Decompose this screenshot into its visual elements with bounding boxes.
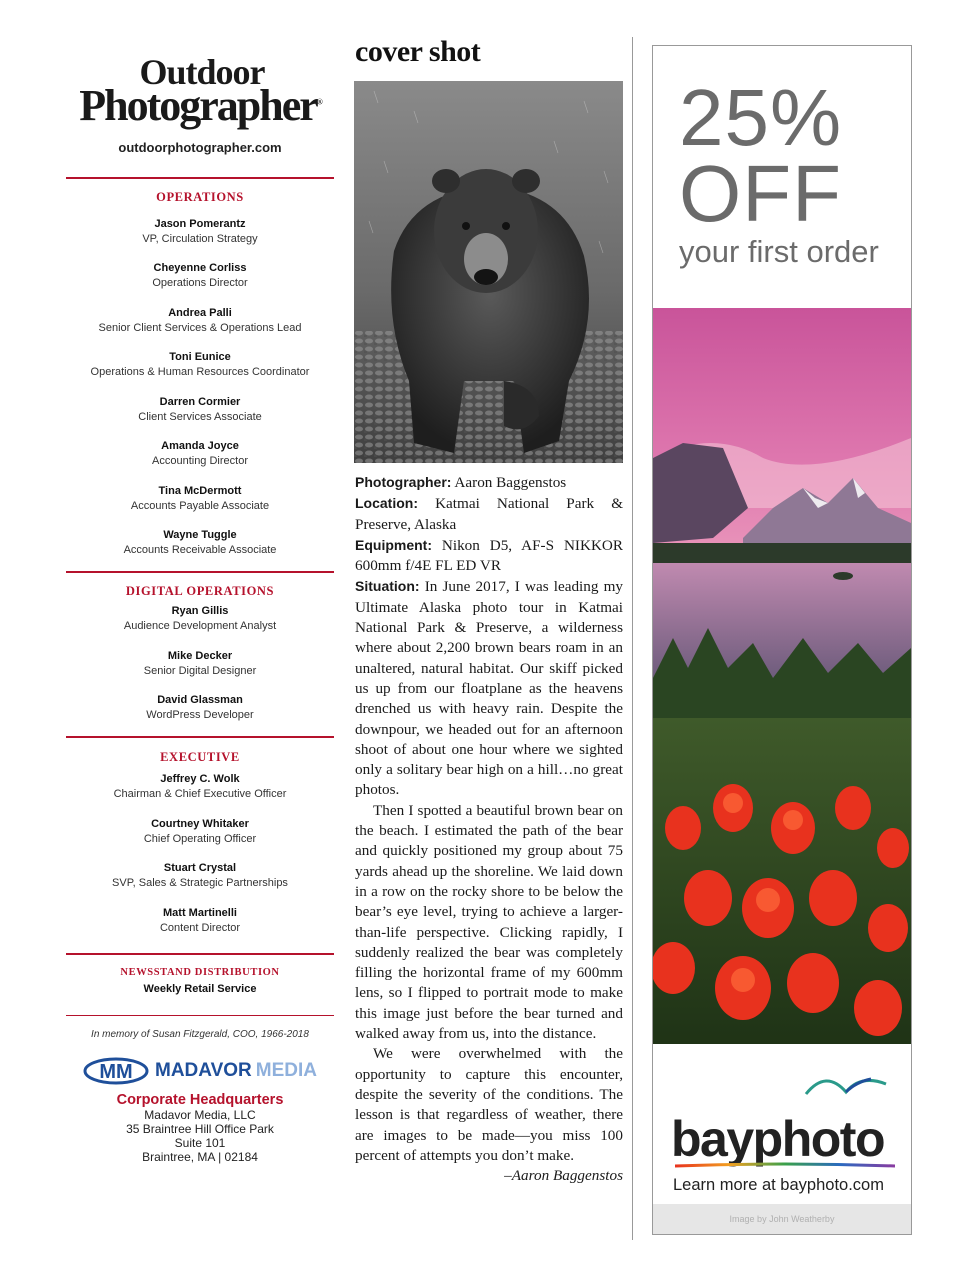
staff-name: Matt Martinelli bbox=[163, 906, 237, 919]
masthead-column bbox=[66, 52, 334, 1164]
ad-subline: your first order bbox=[679, 234, 879, 269]
logo-line-1: Outdoor bbox=[139, 52, 265, 92]
staff-entry bbox=[66, 906, 334, 936]
staff-role: Accounts Payable Associate bbox=[130, 499, 270, 512]
executive-staff-list bbox=[66, 772, 334, 936]
hq-title: Corporate Headquarters bbox=[116, 1091, 284, 1108]
logo-registered-mark: ® bbox=[316, 96, 321, 106]
staff-role: Content Director bbox=[159, 921, 241, 934]
media-word: MEDIA bbox=[255, 1059, 317, 1081]
staff-role: Chief Operating Officer bbox=[143, 832, 257, 845]
ad-discount: 25% bbox=[679, 73, 843, 162]
staff-name: Ryan Gillis bbox=[171, 605, 229, 618]
madavor-mm-icon bbox=[83, 1056, 149, 1086]
mountain-lake-flowers-image bbox=[653, 308, 911, 1044]
staff-entry bbox=[66, 817, 334, 847]
staff-name: David Glassman bbox=[157, 694, 243, 707]
section-rule bbox=[66, 953, 334, 955]
brown-bear-image bbox=[354, 81, 623, 463]
staff-entry bbox=[66, 484, 334, 514]
section-heading: cover shot bbox=[355, 35, 481, 68]
staff-name: Jeffrey C. Wolk bbox=[160, 773, 240, 786]
newsstand-title: NEWSSTAND DISTRIBUTION bbox=[120, 966, 280, 978]
logo-line-2 bbox=[66, 80, 334, 130]
newsstand-entry bbox=[66, 982, 334, 997]
address-line: Suite 101 bbox=[174, 1135, 226, 1150]
digital-operations-title: DIGITAL OPERATIONS bbox=[125, 584, 275, 599]
staff-name: Andrea Palli bbox=[168, 306, 232, 319]
section-rule bbox=[66, 571, 334, 573]
staff-entry bbox=[66, 439, 334, 469]
ad-cta-link[interactable]: Learn more at bayphoto.com bbox=[673, 1176, 884, 1194]
address-line: Braintree, MA | 02184 bbox=[142, 1149, 258, 1164]
operations-staff-list bbox=[66, 217, 334, 559]
brand-photo: photo bbox=[752, 1111, 884, 1167]
memorial-note: In memory of Susan Fitzgerald, COO, 1966-2018 bbox=[91, 1028, 309, 1040]
staff-name: Mike Decker bbox=[167, 649, 233, 662]
madavor-media-logo bbox=[66, 1056, 334, 1086]
ad-landscape-photo bbox=[653, 308, 911, 1044]
equipment-value: Nikon D5, AF-S NIKKOR 600mm f/4E FL ED VR bbox=[355, 536, 624, 575]
situation-label: Situation: bbox=[355, 578, 420, 595]
staff-entry bbox=[66, 261, 334, 291]
staff-entry bbox=[66, 693, 334, 723]
photographer-value: Aaron Baggenstos bbox=[454, 474, 567, 491]
operations-title: OPERATIONS bbox=[156, 189, 244, 204]
section-rule bbox=[66, 1015, 334, 1016]
staff-entry bbox=[66, 350, 334, 380]
madavor-word: MADAVOR bbox=[155, 1059, 252, 1081]
staff-role: Operations & Human Resources Coordinator bbox=[90, 366, 310, 379]
brand-bay: bay bbox=[671, 1111, 753, 1167]
location-value: Katmai National Park & Preserve, Alaska bbox=[355, 495, 624, 533]
staff-role: Operations Director bbox=[152, 277, 248, 290]
logo-line-2-text: Photographer bbox=[79, 80, 317, 130]
image-credit: Image by John Weatherby bbox=[653, 1204, 911, 1234]
column-divider bbox=[632, 37, 633, 1240]
location-line bbox=[355, 493, 623, 535]
staff-entry bbox=[66, 861, 334, 891]
staff-role: Senior Client Services & Operations Lead bbox=[98, 321, 302, 334]
photographer-label: Photographer: bbox=[355, 474, 452, 490]
rainbow-swoosh-icon bbox=[675, 1162, 895, 1170]
photographer-line bbox=[355, 472, 623, 493]
cover-shot-article bbox=[355, 472, 623, 1186]
author-signature: –Aaron Baggenstos bbox=[504, 1167, 623, 1185]
cover-photo-bear bbox=[354, 81, 623, 463]
staff-name: Wayne Tuggle bbox=[163, 529, 237, 542]
staff-name: Jason Pomerantz bbox=[154, 217, 246, 230]
staff-entry bbox=[66, 395, 334, 425]
ad-off: OFF bbox=[679, 149, 842, 238]
staff-entry bbox=[66, 772, 334, 802]
bird-icon bbox=[801, 1064, 891, 1104]
staff-role: WordPress Developer bbox=[146, 709, 254, 722]
executive-title: EXECUTIVE bbox=[160, 750, 240, 765]
staff-name: Darren Cormier bbox=[159, 395, 241, 408]
bayphoto-advertisement[interactable] bbox=[652, 45, 912, 1235]
equipment-label: Equipment: bbox=[355, 536, 432, 553]
staff-role: SVP, Sales & Strategic Partnerships bbox=[112, 877, 288, 890]
outdoor-photographer-logo bbox=[66, 52, 334, 130]
staff-entry bbox=[66, 604, 334, 634]
svg-text:MM: MM bbox=[99, 1060, 133, 1083]
location-label: Location: bbox=[355, 495, 418, 512]
staff-name: Toni Eunice bbox=[169, 351, 231, 364]
equipment-line bbox=[355, 535, 623, 577]
body-paragraph: Then I spotted a beautiful brown bear on the beach. I estimated the path of the bear and quickly positioned my group about 75 yards ahead up the shoreline. We laid down in a row on the rocky shore to be below the bear’s eye level, trying to achieve a larger-than-life perspective. Clicking rapidly, I suddenly realized the bear was completely filling the horizontal frame of my 600mm lens, so I flipped to portrait mode to make this image just before the bear turned and walked away from us, into the distance. bbox=[355, 801, 623, 1043]
staff-entry bbox=[66, 528, 334, 558]
staff-name: Amanda Joyce bbox=[161, 440, 239, 453]
staff-role: Audience Development Analyst bbox=[123, 620, 277, 633]
staff-name: Courtney Whitaker bbox=[151, 817, 249, 830]
bayphoto-logo bbox=[671, 1111, 884, 1167]
staff-name: Cheyenne Corliss bbox=[153, 262, 247, 275]
hq-address bbox=[66, 1108, 334, 1164]
staff-entry bbox=[66, 306, 334, 336]
staff-role: VP, Circulation Strategy bbox=[142, 232, 258, 245]
staff-role: Accounts Receivable Associate bbox=[123, 544, 277, 557]
staff-entry bbox=[66, 649, 334, 679]
staff-role: Chairman & Chief Executive Officer bbox=[113, 788, 287, 801]
staff-role: Senior Digital Designer bbox=[143, 664, 257, 677]
staff-role: Accounting Director bbox=[152, 455, 248, 468]
site-url: outdoorphotographer.com bbox=[118, 139, 282, 155]
staff-entry bbox=[66, 217, 334, 247]
address-line: Madavor Media, LLC bbox=[144, 1107, 256, 1122]
newsstand-name: Weekly Retail Service bbox=[143, 982, 257, 995]
body-paragraph: We were overwhelmed with the opportunity to capture this encounter, despite the severity of the conditions. The lesson is that regardless of weather, there are images to be made—you miss 100 percent of attempts you don’t make. bbox=[355, 1045, 623, 1164]
address-line: 35 Braintree Hill Office Park bbox=[126, 1121, 274, 1136]
staff-role: Client Services Associate bbox=[138, 410, 262, 423]
situation-text: In June 2017, I was leading my Ultimate Alaska photo tour in Katmai National Park & Preserve, a wilderness where about 2,200 brown bears roam in an unaltered, natural habitat. Our skiff picked us up from our floatplane as the heavens drenched us with heavy rain. Despite the downpour, we headed out for an afternoon shoot of about one hour where we sighted only a solitary bear high on a hill…no great photos. bbox=[355, 578, 624, 799]
section-rule bbox=[66, 177, 334, 179]
section-rule bbox=[66, 736, 334, 738]
staff-name: Stuart Crystal bbox=[163, 862, 237, 875]
situation-paragraph bbox=[355, 576, 623, 800]
digital-staff-list bbox=[66, 604, 334, 723]
staff-name: Tina McDermott bbox=[158, 484, 242, 497]
